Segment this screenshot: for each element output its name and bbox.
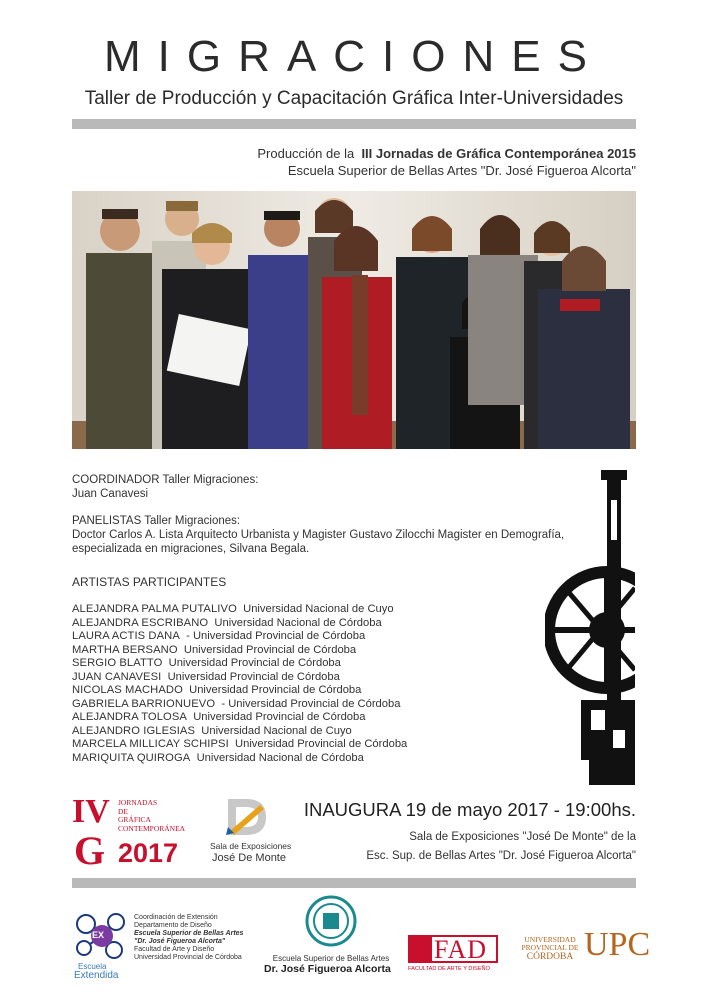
sala-logo-line1: Sala de Exposiciones	[210, 841, 292, 851]
artista-item	[72, 657, 407, 671]
artista-item	[72, 684, 407, 698]
group-photo-illustration	[72, 191, 636, 449]
artista-universidad: Universidad Nacional de Córdoba	[196, 751, 364, 764]
artista-universidad: Universidad Nacional de Cuyo	[243, 603, 394, 615]
artistas-list	[72, 603, 407, 765]
extension-line6: Universidad Provincial de Córdoba	[134, 954, 242, 961]
jornadas-line4: CONTEMPORÁNEA	[118, 823, 186, 833]
inauguracion-headline: INAUGURA 19 de mayo 2017 - 19:00hs.	[303, 799, 636, 820]
artista-item	[72, 617, 407, 631]
artista-name: JUAN CANAVESI	[72, 670, 162, 683]
fad-red-block	[410, 937, 432, 961]
coordinador-name: Juan Canavesi	[72, 488, 149, 500]
upc-logo	[518, 926, 651, 976]
artista-universidad: Universidad Provincial de Córdoba	[168, 657, 341, 669]
artista-name: ALEJANDRA TOLOSA	[72, 711, 187, 723]
artista-name: ALEJANDRA ESCRIBANO	[72, 616, 209, 629]
artista-name: ALEJANDRO IGLESIAS	[72, 724, 196, 737]
jornadas-year: 2017	[118, 838, 179, 868]
extension-line1: Coordinación de Extensión	[134, 914, 218, 921]
artista-item	[72, 752, 407, 766]
artista-item	[72, 711, 407, 725]
extension-badge: EX	[92, 930, 105, 940]
artistas-label: ARTISTAS PARTICIPANTES	[72, 575, 227, 589]
artista-item	[72, 671, 407, 685]
extension-brand2: Extendida	[74, 970, 119, 981]
artista-universidad: Universidad Provincial de Córdoba	[193, 711, 366, 723]
fad-text: FACULTAD DE ARTE Y DISEÑO	[408, 966, 490, 972]
sala-logo-line2: José De Monte	[212, 852, 286, 864]
artista-universidad: Universidad Provincial de Córdoba	[189, 684, 362, 696]
artista-universidad: Universidad Provincial de Córdoba	[167, 670, 340, 683]
escuela-line2: Dr. José Figueroa Alcorta	[264, 963, 391, 975]
panelistas-label: PANELISTAS Taller Migraciones:	[72, 515, 241, 527]
panelistas-text: Doctor Carlos A. Lista Arquitecto Urbanista y Magister Gustavo Zilocchi Magister en Demografía, especializada en migraciones, Silvana Begala.	[72, 529, 565, 555]
artista-universidad: Universidad Nacional de Córdoba	[214, 616, 382, 629]
poster-subtitle: Taller de Producción y Capacitación Gráfica Inter-Universidades	[84, 88, 624, 109]
fad-mark: FAD	[434, 935, 488, 964]
jornadas-logo	[72, 793, 197, 873]
extension-brand1: Escuela	[78, 962, 107, 971]
extension-line5: Facultad de Arte y Diseño	[134, 946, 215, 953]
artista-item	[72, 725, 407, 739]
produccion-school: Escuela Superior de Bellas Artes "Dr. José Figueroa Alcorta"	[287, 163, 636, 178]
produccion-prefix: Producción de la	[257, 146, 355, 161]
sala-de-monte-logo	[210, 797, 290, 869]
escuela-line1: Escuela Superior de Bellas Artes	[272, 954, 390, 963]
artista-name: NICOLAS MACHADO	[72, 684, 183, 696]
produccion-line	[257, 146, 636, 161]
bottom-divider	[72, 878, 636, 888]
jornadas-line1: JORNADAS	[118, 798, 158, 807]
artista-item	[72, 630, 407, 644]
extension-line3: Escuela Superior de Bellas Artes	[134, 930, 244, 937]
sala-logo-icon	[224, 797, 270, 837]
artista-name: GABRIELA BARRIONUEVO	[72, 697, 216, 710]
artista-name: MARCELA MILLICAY SCHIPSI	[72, 738, 229, 750]
printing-press-icon	[545, 470, 635, 785]
jornadas-roman: IV	[72, 793, 110, 830]
artista-name: ALEJANDRA PALMA PUTALIVO	[72, 603, 237, 615]
upc-line1: UNIVERSIDAD	[524, 935, 576, 944]
artista-name: MARTHA BERSANO	[72, 643, 178, 656]
artista-universidad: - Universidad Provincial de Córdoba	[221, 697, 401, 710]
artista-universidad: - Universidad Provincial de Córdoba	[186, 630, 366, 642]
group-photo	[72, 191, 636, 449]
inauguracion-sala: Sala de Exposiciones "José De Monte" de la	[409, 831, 636, 843]
escuela-superior-logo	[264, 895, 391, 985]
upc-line3: CÓRDOBA	[526, 952, 574, 962]
jornadas-letter: G	[74, 828, 106, 873]
extension-line2: Departamento de Diseño	[134, 922, 212, 929]
artista-item	[72, 738, 407, 752]
fad-logo	[408, 935, 500, 975]
inauguracion-escuela: Esc. Sup. de Bellas Artes "Dr. José Figueroa Alcorta"	[366, 850, 636, 862]
fad-frame	[408, 935, 498, 963]
artista-item	[72, 644, 407, 658]
artista-name: MARIQUITA QUIROGA	[72, 751, 191, 764]
artista-item	[72, 698, 407, 712]
coordinador-label: COORDINADOR Taller Migraciones:	[72, 474, 259, 486]
escuela-emblem-icon	[305, 895, 357, 947]
artista-universidad: Universidad Provincial de Córdoba	[235, 738, 408, 750]
upc-mark: UPC	[584, 926, 651, 963]
produccion-event: III Jornadas de Gráfica Contemporánea 2015	[361, 146, 636, 161]
artista-universidad: Universidad Provincial de Córdoba	[183, 643, 357, 656]
jornadas-line2: DE	[118, 806, 128, 816]
artista-name: LAURA ACTIS DANA	[72, 630, 180, 642]
extension-line4: "Dr. José Figueroa Alcorta"	[134, 938, 226, 945]
poster-title: MIGRACIONES	[104, 32, 604, 81]
top-divider	[72, 119, 636, 129]
upc-line2: PROVINCIAL DE	[521, 943, 579, 952]
artista-item	[72, 603, 407, 617]
artista-universidad: Universidad Nacional de Cuyo	[201, 724, 352, 737]
printing-press-illustration	[545, 470, 635, 785]
artista-name: SERGIO BLATTO	[72, 657, 163, 669]
escuela-extendida-logo	[72, 910, 252, 982]
jornadas-line3: GRÁFICA	[118, 815, 151, 824]
